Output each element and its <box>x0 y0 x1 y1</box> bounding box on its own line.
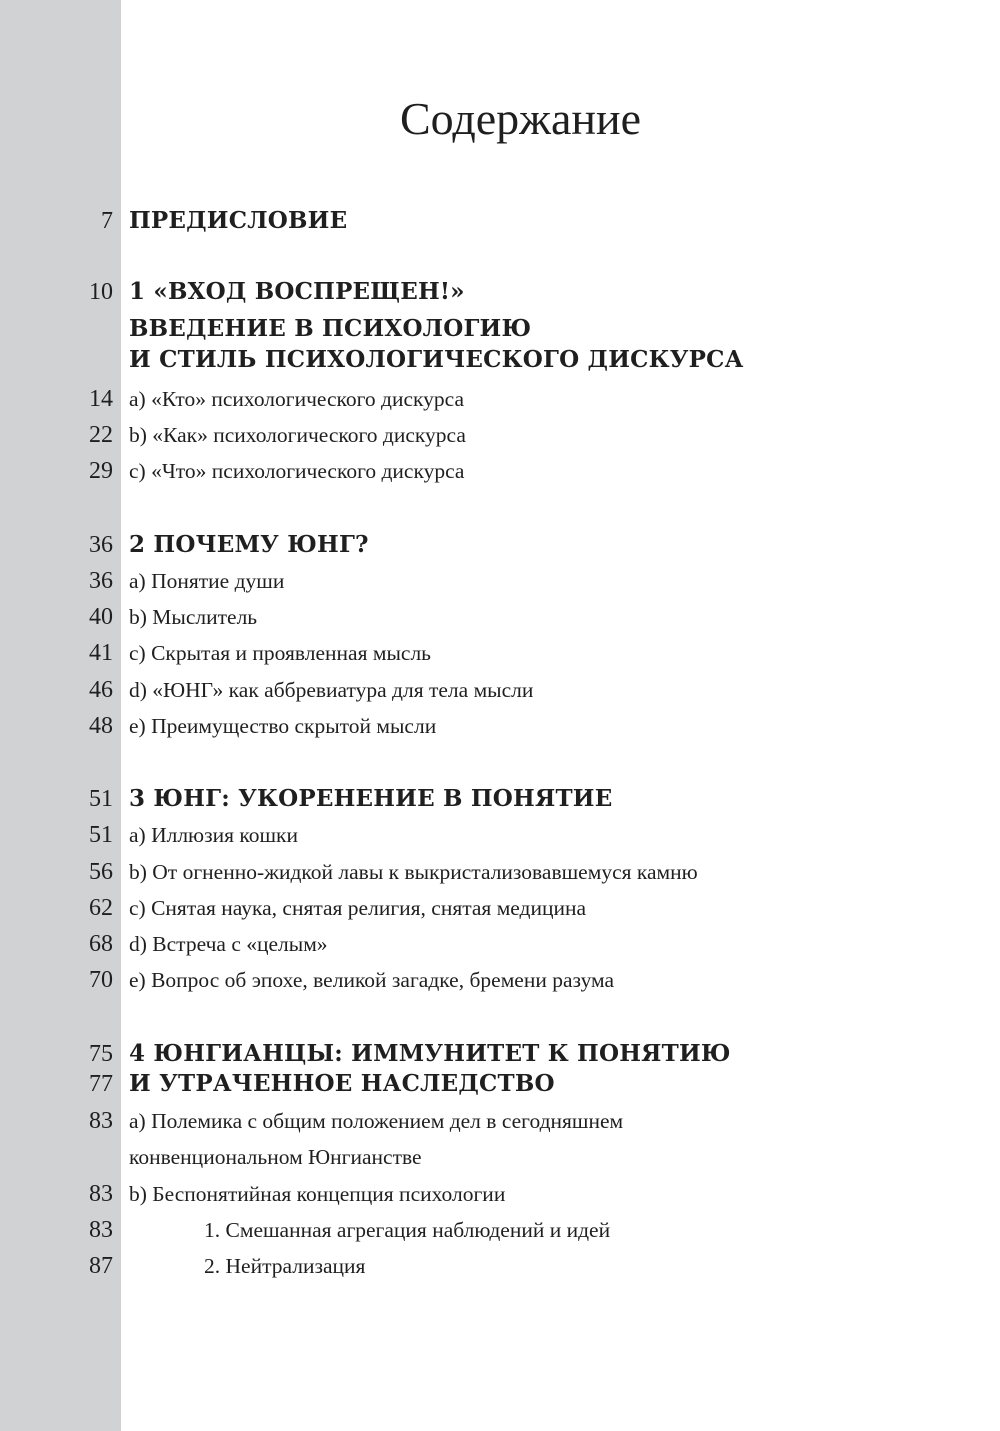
section-title: c) «Что» психологического дискурса <box>129 459 465 483</box>
section-title: d) «ЮНГ» как аббревиатура для тела мысли <box>129 678 534 702</box>
page-number: 36 <box>89 532 113 558</box>
page-number: 29 <box>89 458 113 484</box>
toc-entry-chapter-2[interactable] <box>0 527 1000 563</box>
chapter-heading: ПРЕДИСЛОВИЕ <box>129 207 348 234</box>
toc-entry-4b-1[interactable] <box>0 1212 1000 1248</box>
page-number: 7 <box>101 208 113 234</box>
chapter-heading: 1 «ВХОД ВОСПРЕЩЕН!» <box>129 278 465 305</box>
toc-entry-2c[interactable] <box>0 635 1000 671</box>
page-number: 70 <box>89 967 113 993</box>
section-title: a) Понятие души <box>129 569 285 593</box>
chapter-heading: 4 ЮНГИАНЦЫ: ИММУНИТЕТ К ПОНЯТИЮ <box>129 1040 731 1067</box>
toc-entry-chapter-3[interactable] <box>0 781 1000 817</box>
section-title: d) Встреча с «целым» <box>129 932 328 956</box>
toc-entry-2a[interactable] <box>0 563 1000 599</box>
page-number: 56 <box>89 859 113 885</box>
toc-entry-4a[interactable] <box>0 1103 1000 1139</box>
toc-entry-chapter-4-line-2[interactable] <box>0 1066 1000 1102</box>
toc-entry-4b[interactable] <box>0 1176 1000 1212</box>
section-title: b) «Как» психологического дискурса <box>129 423 466 447</box>
toc-entry-2b[interactable] <box>0 599 1000 635</box>
page-number: 40 <box>89 604 113 630</box>
page-number: 48 <box>89 713 113 739</box>
chapter-heading: И УТРАЧЕННОЕ НАСЛЕДСТВО <box>129 1070 555 1097</box>
toc-entry-1a[interactable] <box>0 381 1000 417</box>
page-number: 22 <box>89 422 113 448</box>
page-number: 10 <box>89 279 113 305</box>
toc-entry-3a[interactable] <box>0 817 1000 853</box>
toc-entry-1b[interactable] <box>0 417 1000 453</box>
toc-entry-2d[interactable] <box>0 672 1000 708</box>
page-number: 75 <box>89 1041 113 1067</box>
toc-entry-1c[interactable] <box>0 453 1000 489</box>
toc-entry-3c[interactable] <box>0 890 1000 926</box>
toc-entry-chapter-1[interactable] <box>0 274 1000 310</box>
chapter-heading: 3 ЮНГ: УКОРЕНЕНИЕ В ПОНЯТИЕ <box>129 785 613 812</box>
page-number: 14 <box>89 386 113 412</box>
page-number: 83 <box>89 1108 113 1134</box>
page-number: 36 <box>89 568 113 594</box>
toc-entry-3d[interactable] <box>0 926 1000 962</box>
subsection-title: 2. Нейтрализация <box>204 1254 366 1278</box>
section-title: a) Полемика с общим положением дел в сегодняшнем <box>129 1109 624 1133</box>
section-title: e) Преимущество скрытой мысли <box>129 714 437 738</box>
chapter-heading: ВВЕДЕНИЕ В ПСИХОЛОГИЮ <box>129 315 532 342</box>
toc-entry-preface[interactable] <box>0 203 1000 239</box>
page-number: 77 <box>89 1071 113 1097</box>
page-number: 41 <box>89 640 113 666</box>
section-title: b) Беспонятийная концепция психологии <box>129 1182 506 1206</box>
page-number: 83 <box>89 1217 113 1243</box>
toc-entry-4b-2[interactable] <box>0 1248 1000 1284</box>
page-title: Содержание <box>400 93 642 144</box>
toc-entry-3b[interactable] <box>0 854 1000 890</box>
chapter-heading: И СТИЛЬ ПСИХОЛОГИЧЕСКОГО ДИСКУРСА <box>129 346 744 373</box>
section-title: b) От огненно-жидкой лавы к выкристализовавшемуся камню <box>129 860 698 884</box>
page-number: 51 <box>89 786 113 812</box>
page-number: 68 <box>89 931 113 957</box>
page-number: 87 <box>89 1253 113 1279</box>
section-title: a) «Кто» психологического дискурса <box>129 387 465 411</box>
page-number: 83 <box>89 1181 113 1207</box>
toc-entry-2e[interactable] <box>0 708 1000 744</box>
section-title: a) Иллюзия кошки <box>129 823 298 847</box>
chapter-heading: 2 ПОЧЕМУ ЮНГ? <box>129 531 369 558</box>
section-title: c) Снятая наука, снятая религия, снятая медицина <box>129 896 587 920</box>
section-title: e) Вопрос об эпохе, великой загадке, бремени разума <box>129 968 615 992</box>
page-number: 46 <box>89 677 113 703</box>
toc-entry-chapter-1-line-3 <box>0 342 1000 378</box>
subsection-title: 1. Смешанная агрегация наблюдений и идей <box>204 1218 611 1242</box>
section-title: c) Скрытая и проявленная мысль <box>129 641 431 665</box>
toc-entry-3e[interactable] <box>0 962 1000 998</box>
section-title: b) Мыслитель <box>129 605 258 629</box>
page-number: 51 <box>89 822 113 848</box>
page-number: 62 <box>89 895 113 921</box>
toc-entry-4a-line-2 <box>0 1139 1000 1175</box>
section-title: конвенциональном Юнгианстве <box>129 1145 422 1169</box>
